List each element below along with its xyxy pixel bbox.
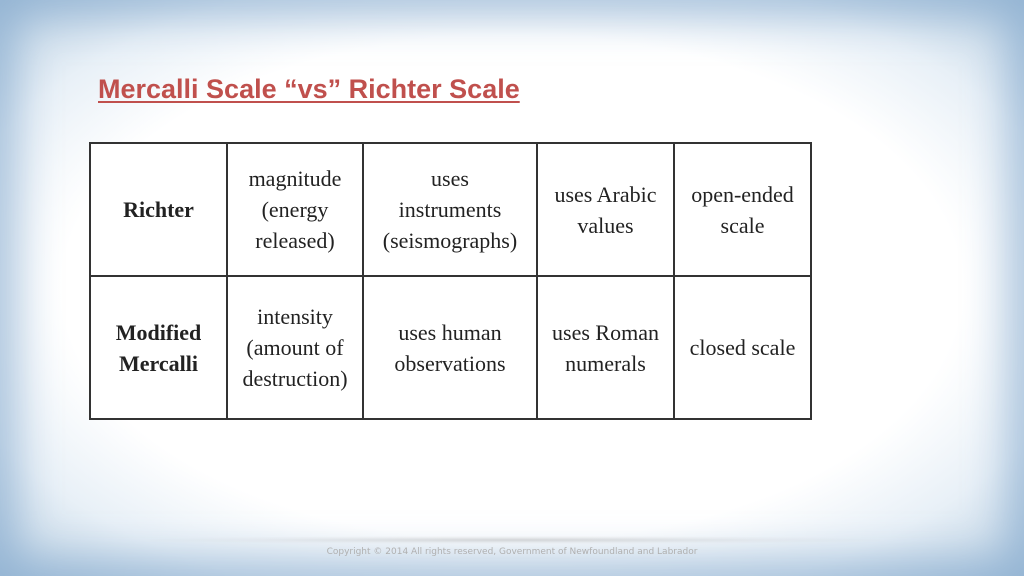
row-heading-label: Modified Mercalli bbox=[115, 319, 202, 376]
cell-text: uses Roman numerals bbox=[552, 319, 659, 376]
cell-text: uses instruments (seismographs) bbox=[382, 166, 518, 253]
cell-text: magnitude (energy released) bbox=[248, 166, 342, 253]
comparison-table bbox=[89, 142, 812, 420]
cell-text: closed scale bbox=[689, 335, 796, 360]
table-cell bbox=[537, 143, 674, 276]
table-row-richter bbox=[90, 143, 811, 276]
table-cell bbox=[227, 143, 363, 276]
cell-text: uses Arabic values bbox=[554, 181, 657, 238]
table-cell bbox=[537, 276, 674, 419]
table-cell bbox=[674, 143, 811, 276]
slide-title: Mercalli Scale “vs” Richter Scale bbox=[98, 74, 520, 104]
row-heading-modified-mercalli bbox=[90, 276, 227, 419]
table-row-modified-mercalli bbox=[90, 276, 811, 419]
footer-divider-shadow bbox=[150, 536, 880, 544]
copyright-footer: Copyright © 2014 All rights reserved, Government of Newfoundland and Labrador bbox=[326, 547, 698, 557]
table-cell bbox=[227, 276, 363, 419]
table-cell bbox=[363, 276, 537, 419]
row-heading-label: Richter bbox=[123, 197, 194, 222]
table-cell bbox=[363, 143, 537, 276]
cell-text: open-ended scale bbox=[691, 181, 794, 238]
table-cell bbox=[674, 276, 811, 419]
cell-text: uses human observations bbox=[394, 319, 506, 376]
cell-text: intensity (amount of destruction) bbox=[242, 304, 348, 391]
row-heading-richter bbox=[90, 143, 227, 276]
